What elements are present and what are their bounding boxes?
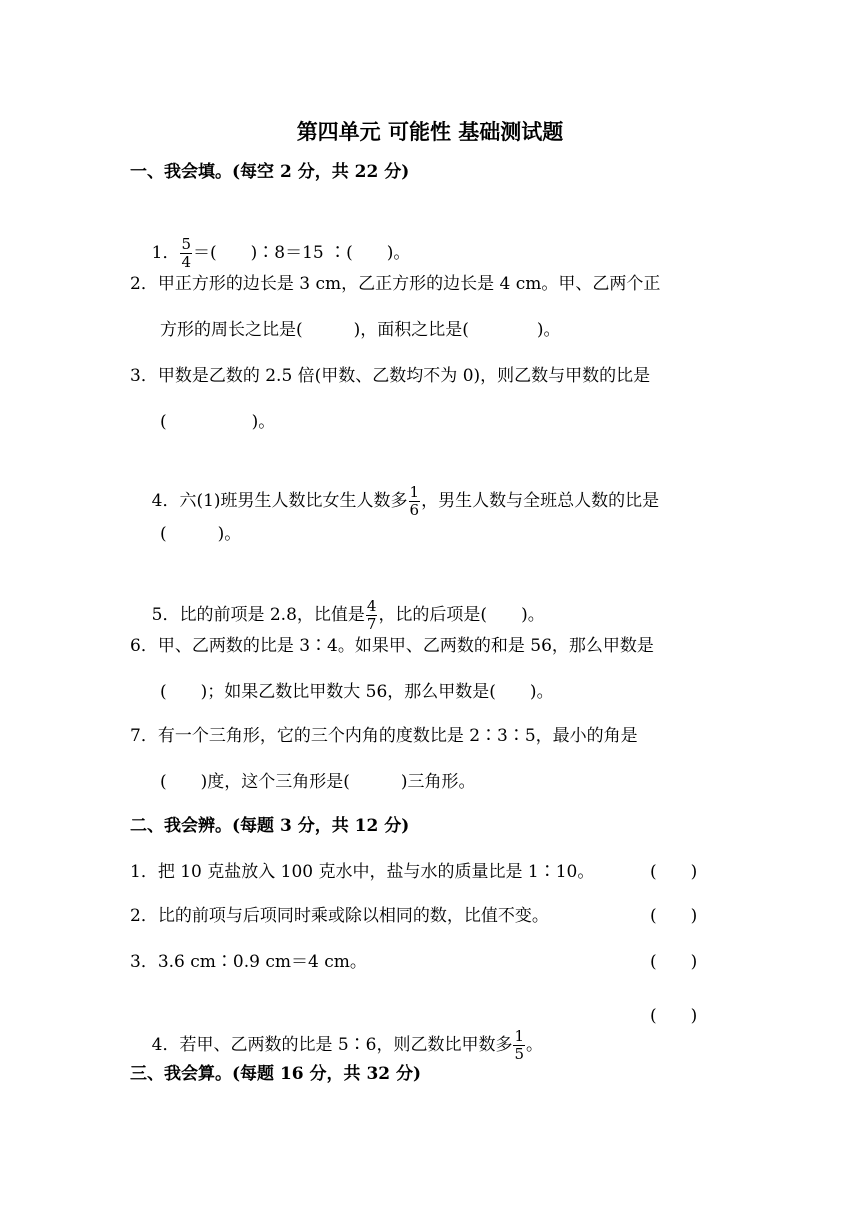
fraction: $\frac{1}{6}$ <box>409 483 420 519</box>
question-text: ，男生人数与全班总人数的比是 <box>421 491 660 511</box>
fraction: $\frac{1}{5}$ <box>514 1027 525 1063</box>
section-1-heading: 一、我会填。(每空 2 分，共 22 分) <box>130 162 410 182</box>
question-1-7-line2: ( )度，这个三角形是( )三角形。 <box>160 772 476 792</box>
question-text: 。 <box>526 1035 544 1055</box>
question-1-2-line2: 方形的周长之比是( )，面积之比是( )。 <box>160 320 561 340</box>
answer-parentheses: ( ) <box>650 1006 698 1026</box>
question-text: ＝( )∶8＝15 ∶( )。 <box>193 243 411 263</box>
question-text: 4．若甲、乙两数的比是 5∶6，则乙数比甲数多 <box>151 1035 513 1055</box>
answer-parentheses: ( ) <box>650 952 698 972</box>
question-text: 4．六(1)班男生人数比女生人数多 <box>151 491 408 511</box>
fraction: $\frac{5}{4}$ <box>181 235 191 271</box>
fraction: $\frac{4}{7}$ <box>366 597 377 633</box>
question-1-6-line2: ( )；如果乙数比甲数大 56，那么甲数是( )。 <box>160 682 554 702</box>
section-3-heading: 三、我会算。(每题 16 分，共 32 分) <box>130 1064 422 1084</box>
question-1-3-line2: ( )。 <box>160 412 276 432</box>
question-2-3: 3．3.6 cm∶0.9 cm＝4 cm。 <box>130 952 367 972</box>
answer-parentheses: ( ) <box>650 906 698 926</box>
question-1-7-line1: 7．有一个三角形，它的三个内角的度数比是 2∶3∶5，最小的角是 <box>130 726 638 746</box>
question-number: 1． <box>151 243 180 263</box>
section-2-heading: 二、我会辨。(每题 3 分，共 12 分) <box>130 816 410 836</box>
question-text: 5．比的前项是 2.8，比值是 <box>151 605 365 625</box>
question-2-2: 2．比的前项与后项同时乘或除以相同的数，比值不变。 <box>130 906 549 926</box>
question-1-2-line1: 2．甲正方形的边长是 3 cm，乙正方形的边长是 4 cm。甲、乙两个正 <box>130 274 661 294</box>
answer-parentheses: ( ) <box>650 862 698 882</box>
question-2-1: 1．把 10 克盐放入 100 克水中，盐与水的质量比是 1∶10。 <box>130 862 595 882</box>
question-text: ，比的后项是( )。 <box>378 605 545 625</box>
question-1-3-line1: 3．甲数是乙数的 2.5 倍(甲数、乙数均不为 0)，则乙数与甲数的比是 <box>130 366 651 386</box>
page-title: 第四单元 可能性 基础测试题 <box>296 120 564 144</box>
question-1-6-line1: 6．甲、乙两数的比是 3∶4。如果甲、乙两数的和是 56，那么甲数是 <box>130 636 654 656</box>
question-1-4-line2: ( )。 <box>160 524 242 544</box>
